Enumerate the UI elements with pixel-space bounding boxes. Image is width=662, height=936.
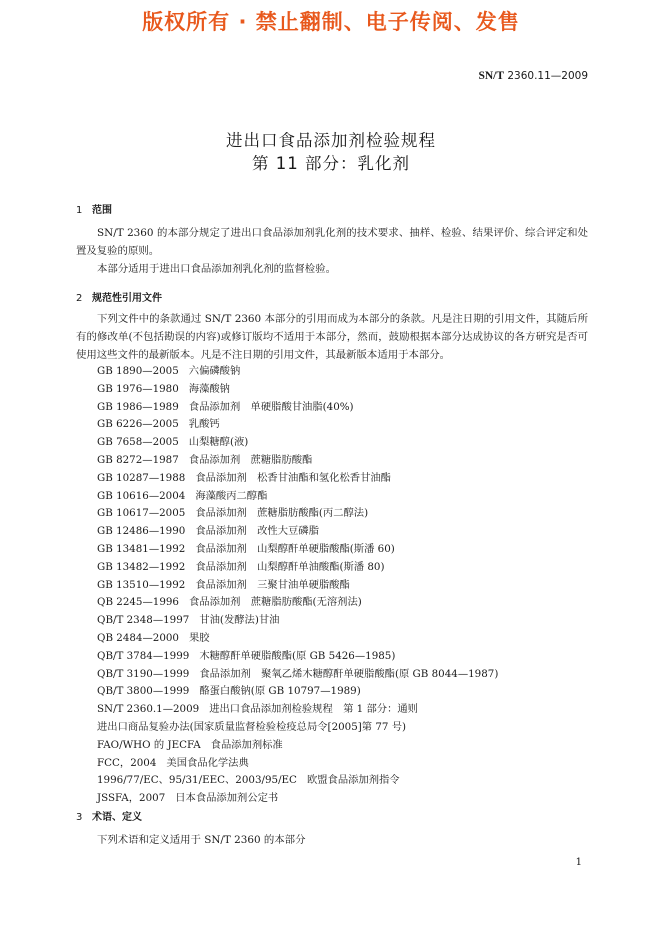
section-1-number: 1	[76, 205, 83, 216]
reference-code: QB 2245—1996	[97, 596, 179, 609]
reference-code: QB 2484—2000	[97, 631, 179, 644]
reference-item	[97, 452, 498, 470]
reference-item	[97, 577, 498, 595]
reference-code: GB 1976—1980	[97, 382, 179, 395]
reference-title: 食品添加剂 山梨醇酐单油酸酯(斯潘 80)	[195, 560, 385, 573]
reference-title: 食品添加剂标准	[210, 738, 283, 751]
reference-title: 日本食品添加剂公定书	[175, 792, 279, 805]
section-1-title: 范围	[92, 205, 112, 216]
reference-code: GB 12486—1990	[97, 525, 186, 538]
watermark-banner: 版权所有 · 禁止翻制、电子传阅、发售	[142, 10, 520, 34]
section-2-heading	[76, 289, 162, 304]
section-3-title: 术语、定义	[92, 812, 142, 823]
reference-title: 进出口商品复验办法(国家质量监督检验检疫总局令[2005]第 77 号)	[97, 720, 407, 733]
reference-title: 美国食品化学法典	[166, 756, 249, 769]
document-code	[478, 70, 588, 82]
reference-title: 食品添加剂 单硬脂酸甘油脂(40%)	[188, 400, 354, 413]
reference-item	[97, 772, 498, 790]
section-1-heading	[76, 201, 112, 216]
reference-item	[97, 719, 498, 737]
reference-title: 六偏磷酸钠	[188, 365, 241, 377]
section-2-intro-paragraph: 下列文件中的条款通过 SN/T 2360 本部分的引用而成为本部分的条款。凡是注日期的引用文件，其随后所有的修改单(不包括勘误的内容)或修订版均不适用于本部分，然而，鼓励根据本部分达成协议的各方研究是否可使用这些文件的最新版本。凡是不注日期的引用文件，其最新版本适用于本部分。	[76, 313, 588, 361]
reference-code: QB/T 3800—1999	[97, 685, 190, 698]
section-1-paragraph-2: 本部分适用于进出口食品添加剂乳化剂的监督检验。	[97, 263, 336, 275]
reference-item	[97, 594, 498, 612]
reference-title: 进出口食品添加剂检验规程 第 1 部分：通则	[209, 703, 418, 716]
reference-item	[97, 737, 498, 755]
reference-title: 乳酸钙	[188, 418, 220, 431]
reference-code: GB 10287—1988	[97, 471, 186, 484]
document-code-number: 2360.11—2009	[504, 70, 588, 82]
reference-code: GB 1890—2005	[97, 365, 179, 377]
reference-code: QB/T 3190—1999	[97, 667, 190, 680]
reference-title: 木糖醇酐单硬脂酸酯(原 GB 5426—1985)	[199, 649, 396, 662]
reference-item	[97, 755, 498, 773]
reference-title: 甘油(发酵法)甘油	[199, 614, 280, 627]
normative-references-list	[97, 363, 498, 808]
reference-item	[97, 559, 498, 577]
reference-item	[97, 505, 498, 523]
reference-item	[97, 399, 498, 417]
reference-title: 食品添加剂 改性大豆磷脂	[195, 525, 319, 538]
reference-item	[97, 683, 498, 701]
reference-title: 果胶	[189, 631, 210, 644]
reference-title: 食品添加剂 蔗糖脂肪酸酯(无溶剂法)	[189, 596, 362, 609]
reference-title: 食品添加剂 蔗糖脂肪酸酯(丙二醇法)	[195, 507, 369, 520]
reference-code: JSSFA，2007	[97, 792, 166, 805]
reference-code: GB 10616—2004	[97, 489, 186, 502]
reference-title: 海藻酸丙二醇酯	[195, 489, 268, 502]
section-3-paragraph-1: 下列术语和定义适用于 SN/T 2360 的本部分	[97, 834, 306, 846]
reference-title: 食品添加剂 蔗糖脂肪酸酯	[188, 453, 313, 466]
reference-item	[97, 666, 498, 684]
reference-item	[97, 523, 498, 541]
reference-code: GB 13510—1992	[97, 578, 186, 591]
reference-item	[97, 416, 498, 434]
reference-item	[97, 541, 498, 559]
section-3-number: 3	[76, 812, 83, 823]
page-number: 1	[575, 857, 582, 868]
section-2-title: 规范性引用文件	[92, 293, 162, 304]
reference-code: QB/T 3784—1999	[97, 649, 190, 662]
reference-item	[97, 648, 498, 666]
reference-code: FCC，2004	[97, 756, 157, 769]
reference-code: GB 8272—1987	[97, 453, 179, 466]
reference-title: 食品添加剂 三聚甘油单硬脂酸酯	[195, 578, 350, 591]
reference-title: 食品添加剂 山梨醇酐单硬脂酸酯(斯潘 60)	[195, 542, 395, 555]
reference-title: 海藻酸钠	[188, 382, 230, 395]
reference-item	[97, 381, 498, 399]
reference-code: GB 13481—1992	[97, 542, 186, 555]
reference-code: 1996/77/EC、95/31/EEC、2003/95/EC	[97, 774, 297, 787]
reference-code: GB 6226—2005	[97, 418, 179, 431]
reference-code: GB 7658—2005	[97, 436, 179, 449]
document-subtitle: 第 11 部分：乳化剂	[252, 154, 410, 173]
document-code-prefix: SN/T	[478, 70, 505, 82]
section-3-heading	[76, 808, 142, 823]
section-1-paragraph-1: SN/T 2360 的本部分规定了进出口食品添加剂乳化剂的技术要求、抽样、检验、结果评价、综合评定和处置及复验的原则。	[76, 227, 588, 257]
reference-code: QB/T 2348—1997	[97, 614, 190, 627]
reference-code: GB 13482—1992	[97, 560, 186, 573]
reference-title: 食品添加剂 聚氧乙烯木糖醇酐单硬脂酸酯(原 GB 8044—1987)	[199, 667, 499, 680]
reference-title: 酪蛋白酸钠(原 GB 10797—1989)	[199, 685, 361, 698]
reference-code: FAO/WHO 的 JECFA	[97, 738, 201, 751]
reference-title: 欧盟食品添加剂指令	[306, 774, 400, 787]
reference-item	[97, 488, 498, 506]
reference-code: GB 10617—2005	[97, 507, 186, 520]
reference-code: SN/T 2360.1—2009	[97, 703, 200, 716]
reference-title: 食品添加剂 松香甘油酯和氢化松香甘油酯	[195, 471, 391, 484]
reference-item	[97, 612, 498, 630]
reference-item	[97, 363, 498, 381]
reference-item	[97, 630, 498, 648]
reference-item	[97, 790, 498, 808]
reference-title: 山梨糖醇(液)	[188, 436, 249, 449]
document-title: 进出口食品添加剂检验规程	[226, 131, 436, 150]
section-2-number: 2	[76, 293, 83, 304]
reference-code: GB 1986—1989	[97, 400, 179, 413]
reference-item	[97, 470, 498, 488]
reference-item	[97, 701, 498, 719]
reference-item	[97, 434, 498, 452]
